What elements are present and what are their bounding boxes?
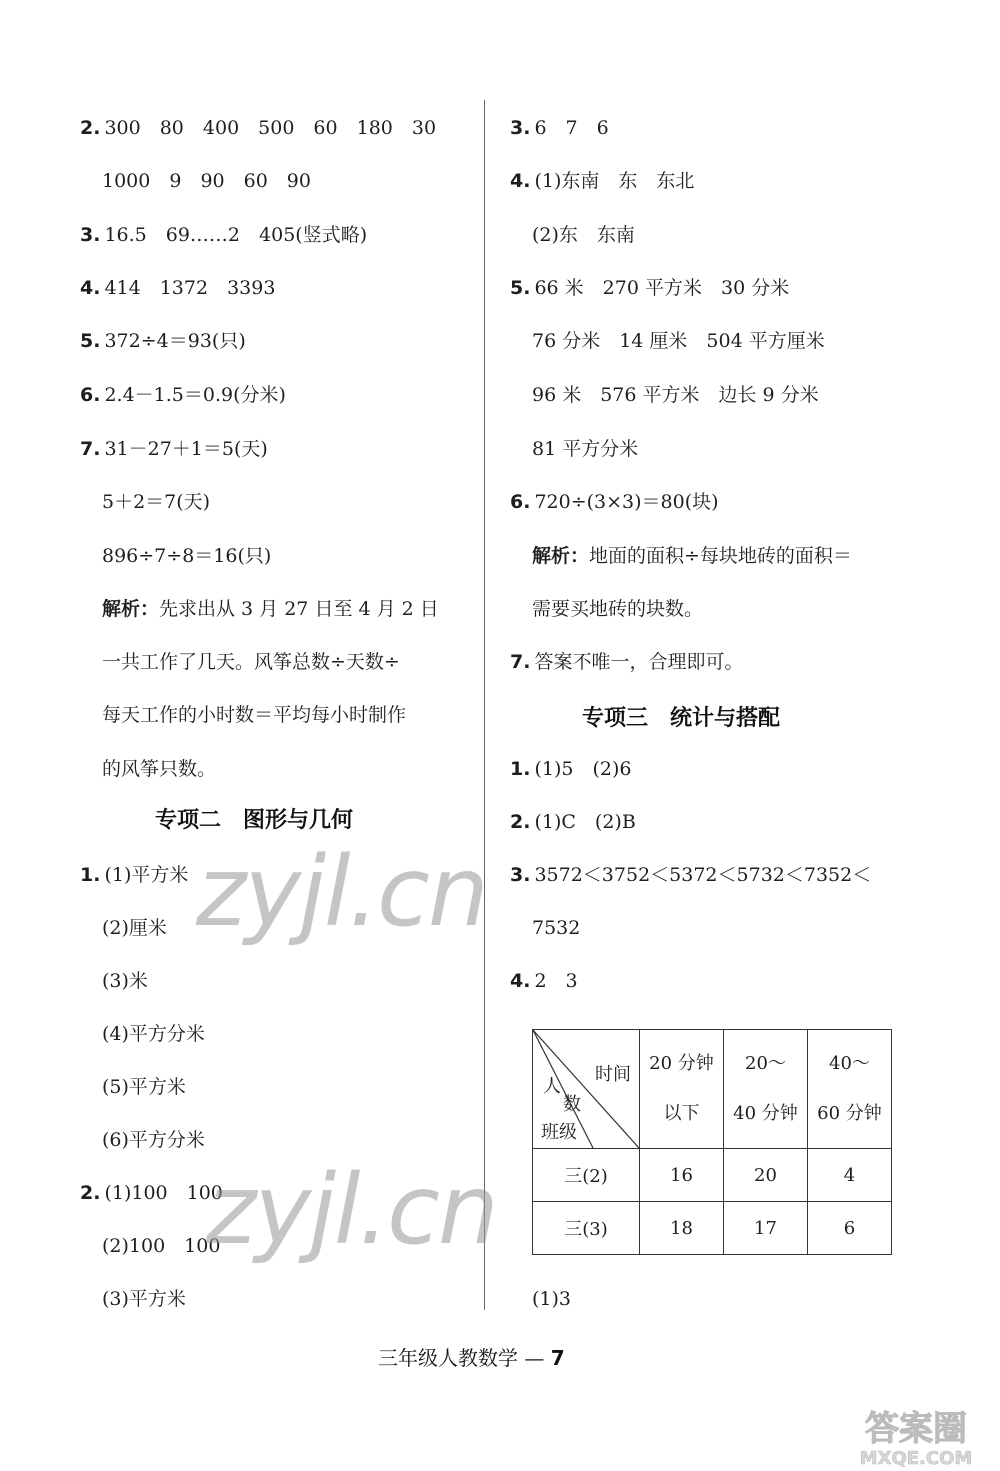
page-number: 7	[550, 1346, 565, 1370]
analysis-r-cont: 需要买地砖的块数。	[532, 598, 704, 620]
analysis-cont: 的风筝只数。	[102, 758, 217, 780]
analysis: 解析：先求出从 3 月 27 日至 4 月 2 日	[102, 598, 439, 620]
header-line: 60 分钟	[817, 1103, 882, 1124]
answer-2-cont: 1000 9 90 60 90	[102, 170, 311, 192]
answer-s2: 2. (1)C (2)B	[510, 811, 636, 833]
table-row	[533, 1149, 892, 1202]
column-divider	[484, 100, 485, 1310]
table-cell: 18	[640, 1202, 724, 1255]
page-footer	[378, 1342, 565, 1371]
header-cell	[808, 1030, 892, 1149]
table-corner-cell	[533, 1030, 640, 1149]
corner-logo	[836, 1404, 996, 1468]
answer-r6: 6. 720÷(3×3)＝80(块)	[510, 491, 719, 513]
analysis-cont: 一共工作了几天。风筝总数÷天数÷	[102, 651, 400, 673]
answer-4: 4. 414 1372 3393	[80, 277, 276, 299]
corner-class-label: 班级	[541, 1122, 577, 1143]
corner-count-label-2: 数	[563, 1094, 581, 1115]
header-line: 20～	[745, 1053, 786, 1074]
answer-s3: 3. 3572＜3752＜5372＜5732＜7352＜	[510, 864, 872, 886]
row-class-cell: 三(3)	[533, 1202, 640, 1255]
table-row	[533, 1202, 892, 1255]
answer-r4-cont: (2)东 东南	[532, 224, 635, 246]
header-cell	[640, 1030, 724, 1149]
corner-count-label-1: 人	[543, 1076, 561, 1097]
header-line: 以下	[663, 1103, 700, 1124]
analysis-cont: 每天工作的小时数＝平均每小时制作	[102, 704, 407, 726]
answer-2b-cont: (3)平方米	[102, 1288, 186, 1310]
header-line: 40～	[829, 1053, 870, 1074]
header-line: 20 分钟	[649, 1053, 714, 1074]
table-answer: (1)3	[532, 1288, 572, 1310]
header-cell	[724, 1030, 808, 1149]
corner-time-label: 时间	[595, 1064, 631, 1085]
header-line: 40 分钟	[733, 1103, 798, 1124]
section-heading-3: 专项三 统计与搭配	[582, 706, 781, 731]
answer-r5: 5. 66 米 270 平方米 30 分米	[510, 277, 790, 299]
section-heading-2: 专项二 图形与几何	[155, 808, 354, 833]
watermark-1: zyjl.cn	[196, 836, 487, 948]
answer-1-cont: (2)厘米	[102, 917, 167, 939]
answer-1: 1. (1)平方米	[80, 864, 189, 886]
answer-s1: 1. (1)5 (2)6	[510, 758, 632, 780]
row-class-cell: 三(2)	[533, 1149, 640, 1202]
answer-r5-cont: 81 平方分米	[532, 438, 639, 460]
footer-text: 三年级人教数学 —	[378, 1346, 551, 1370]
answer-s4: 4. 2 3	[510, 970, 578, 992]
answer-r7: 7. 答案不唯一，合理即可。	[510, 651, 744, 673]
answer-r4: 4. (1)东南 东 东北	[510, 170, 695, 192]
answer-2b-cont: (2)100 100	[102, 1235, 221, 1257]
table-cell: 6	[808, 1202, 892, 1255]
answer-1-cont: (4)平方分米	[102, 1023, 205, 1045]
answer-1-cont: (5)平方米	[102, 1076, 186, 1098]
table-cell: 4	[808, 1149, 892, 1202]
answer-r5-cont: 96 米 576 平方米 边长 9 分米	[532, 384, 819, 406]
answer-7: 7. 31－27＋1＝5(天)	[80, 438, 268, 460]
answer-6: 6. 2.4－1.5＝0.9(分米)	[80, 384, 286, 406]
statistics-table	[532, 1029, 892, 1255]
answer-5: 5. 372÷4＝93(只)	[80, 330, 246, 352]
answer-r3: 3. 6 7 6	[510, 117, 609, 139]
answer-7-cont: 5＋2＝7(天)	[102, 491, 211, 513]
answer-7-cont: 896÷7÷8＝16(只)	[102, 545, 272, 567]
analysis-r: 解析：地面的面积÷每块地砖的面积＝	[532, 545, 852, 567]
table-cell: 16	[640, 1149, 724, 1202]
table-cell: 20	[724, 1149, 808, 1202]
answer-s3-cont: 7532	[532, 917, 581, 939]
answer-1-cont: (3)米	[102, 970, 148, 992]
answer-1-cont: (6)平方分米	[102, 1129, 205, 1151]
svg-text:MXQE.COM: MXQE.COM	[859, 1448, 973, 1468]
table-header-row	[533, 1030, 892, 1149]
table-cell: 17	[724, 1202, 808, 1255]
answer-2: 2. 300 80 400 500 60 180 30	[80, 117, 437, 139]
answer-2b: 2. (1)100 100	[80, 1182, 223, 1204]
svg-text:答案圈: 答案圈	[865, 1409, 967, 1449]
watermark-2: zyjl.cn	[206, 1154, 497, 1266]
answer-r5-cont: 76 分米 14 厘米 504 平方厘米	[532, 330, 825, 352]
answer-3: 3. 16.5 69……2 405(竖式略)	[80, 224, 368, 246]
